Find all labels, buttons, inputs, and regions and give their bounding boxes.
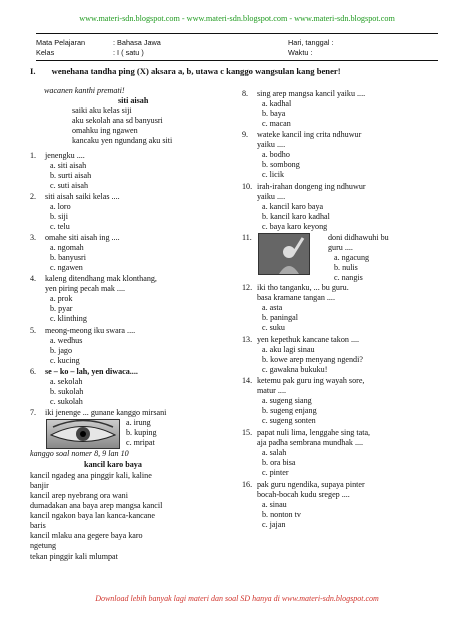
question-number: 9.	[242, 130, 249, 139]
option-b[interactable]: b. kowe arep menyang ngendi?	[262, 355, 363, 364]
question-text: wateke kancil ing crita ndhuwur	[257, 130, 362, 139]
option-b[interactable]: b. paningal	[262, 313, 298, 322]
question-text: jenengku ....	[45, 151, 85, 160]
hari-label: Hari, tanggal :	[288, 38, 334, 47]
reading2-line: banjir	[30, 481, 49, 490]
option-b[interactable]: b. sombong	[262, 160, 300, 169]
header-rule	[36, 33, 438, 34]
kelas-label: Kelas	[36, 48, 55, 57]
question-text: papat nuli lima, lenggahe sing tata,	[257, 428, 371, 437]
reading2-line: kancil arep nyebrang ora wani	[30, 491, 128, 500]
student-raising-hand-icon	[259, 234, 309, 274]
question-number: 3.	[30, 233, 37, 242]
option-a[interactable]: a. sekolah	[50, 377, 83, 386]
option-a[interactable]: a. salah	[262, 448, 287, 457]
question-number: 12.	[242, 283, 253, 292]
eye-image	[46, 419, 120, 449]
question-text: kaleng ditendhang mak klonthang,	[45, 274, 157, 283]
option-b[interactable]: b. surti aisah	[50, 171, 92, 180]
question-text: ketemu pak guru ing wayah sore,	[257, 376, 365, 385]
question-text-line2: yaiku ....	[257, 140, 286, 149]
option-c[interactable]: c. gawakna bukuku!	[262, 365, 328, 374]
option-b[interactable]: b. sukolah	[50, 387, 84, 396]
option-c[interactable]: c. sukolah	[50, 397, 83, 406]
mapel-value: : Bahasa Jawa	[113, 38, 161, 47]
reading2-line: dumadakan ana baya arep mangsa kancil	[30, 501, 163, 510]
question-number: 14.	[242, 376, 253, 385]
reading2-line: ngetung	[30, 541, 57, 550]
option-a[interactable]: a. ngomah	[50, 243, 84, 252]
reading1-line: kancaku yen ngundang aku siti	[72, 136, 173, 145]
option-c[interactable]: c. macan	[262, 119, 291, 128]
option-c[interactable]: c. sugeng sonten	[262, 416, 316, 425]
reading2-line: kancil ngakon baya lan kanca-kancane	[30, 511, 155, 520]
reading2-line: kancil ngadeg ana pinggir kali, kaline	[30, 471, 152, 480]
question-text: iki tho tanganku, ... bu guru.	[257, 283, 349, 292]
classroom-image	[258, 233, 310, 275]
section-instruction: wenehana tandha ping (X) aksara a, b, utawa c kanggo wangsulan kang bener!	[51, 66, 341, 76]
header-url-line: www.materi-sdn.blogspot.com - www.materi-sdn.blogspot.com - www.materi-sdn.blogspot.com	[79, 14, 395, 23]
reading1-line: saiki aku kelas siji	[72, 106, 132, 115]
question-text: siti aisah saiki kelas ....	[45, 192, 120, 201]
option-a[interactable]: a. wedhus	[50, 336, 83, 345]
option-b[interactable]: b. banyusri	[50, 253, 86, 262]
option-a[interactable]: a. irung	[126, 418, 151, 427]
option-a[interactable]: a. loro	[50, 202, 71, 211]
reading1-title: siti aisah	[118, 96, 149, 105]
option-b[interactable]: b. pyar	[50, 304, 73, 313]
mapel-label: Mata Pelajaran	[36, 38, 86, 47]
question-text: omahe siti aisah ing ....	[45, 233, 120, 242]
reading1-line: omahku ing ngawen	[72, 126, 138, 135]
option-b[interactable]: b. jago	[50, 346, 73, 355]
option-a[interactable]: a. sinau	[262, 500, 287, 509]
option-b[interactable]: b. kancil karo kadhal	[262, 212, 330, 221]
option-c[interactable]: c. telu	[50, 222, 70, 231]
question-text: pak guru ngendika, supaya pinter	[257, 480, 365, 489]
question-number: 4.	[30, 274, 37, 283]
question-number: 8.	[242, 89, 249, 98]
option-a[interactable]: a. asta	[262, 303, 283, 312]
question-text-line2: aja padha sembrana mundhak ....	[257, 438, 364, 447]
footer-download-link[interactable]: Download lebih banyak lagi materi dan soal SD hanya di www.materi-sdn.blogspot.com	[95, 594, 379, 603]
option-b[interactable]: b. kuping	[126, 428, 157, 437]
option-a[interactable]: a. prok	[50, 294, 73, 303]
option-c[interactable]: c. licik	[262, 170, 285, 179]
right-column	[242, 89, 442, 589]
option-c[interactable]: c. jajan	[262, 520, 286, 529]
section-title	[30, 66, 450, 76]
left-column	[30, 86, 235, 586]
option-b[interactable]: b. nulis	[334, 263, 358, 272]
reading2-line: kancil mlaku ana gegere baya karo	[30, 531, 143, 540]
question-number: 15.	[242, 428, 253, 437]
question-text-line2: yaiku ....	[257, 192, 286, 201]
question-text-line2: basa kramane tangan ....	[257, 293, 335, 302]
question-number: 5.	[30, 326, 37, 335]
option-c[interactable]: c. pinter	[262, 468, 289, 477]
option-b[interactable]: b. sugeng enjang	[262, 406, 317, 415]
option-c[interactable]: c. nangis	[334, 273, 363, 282]
option-c[interactable]: c. baya karo keyong	[262, 222, 328, 231]
option-c[interactable]: c. mripat	[126, 438, 155, 447]
option-b[interactable]: b. ora bisa	[262, 458, 296, 467]
question-text: doni didhawuhi bu	[328, 233, 389, 242]
reading2-title: kancil karo baya	[84, 460, 142, 469]
option-c[interactable]: c. suti aisah	[50, 181, 88, 190]
option-a[interactable]: a. siti aisah	[50, 161, 87, 170]
option-a[interactable]: a. aku lagi sinau	[262, 345, 315, 354]
option-b[interactable]: b. baya	[262, 109, 286, 118]
option-b[interactable]: b. nonton tv	[262, 510, 301, 519]
question-text: sing arep mangsa kancil yaiku ....	[257, 89, 366, 98]
reading2-line: tekan pinggir kali mlumpat	[30, 552, 118, 561]
question-number: 16.	[242, 480, 253, 489]
option-a[interactable]: a. kadhal	[262, 99, 292, 108]
reading1-line: aku sekolah ana sd banyusri	[72, 116, 163, 125]
question-text-line2: guru ....	[328, 243, 353, 252]
meta-rule	[36, 60, 438, 61]
option-a[interactable]: a. bodho	[262, 150, 290, 159]
question-text-line2: yen piring pecah mak ....	[45, 284, 126, 293]
question-text: yen kepethuk kancane takon ....	[257, 335, 360, 344]
section-number: I.	[30, 66, 36, 76]
question-text: irah-irahan dongeng ing ndhuwur	[257, 182, 366, 191]
waktu-label: Waktu :	[288, 48, 313, 57]
reading2-intro: kanggo soal nomer 8, 9 lan 10	[30, 449, 129, 458]
question-number: 7.	[30, 408, 37, 417]
option-c[interactable]: c. klinthing	[50, 314, 87, 323]
question-text: iki jenenge ... gunane kanggo mirsani	[45, 408, 167, 417]
option-a[interactable]: a. sugeng siang	[262, 396, 312, 405]
question-number: 11.	[242, 233, 252, 242]
question-text: meong-meong iku swara ....	[45, 326, 136, 335]
option-c[interactable]: c. kucing	[50, 356, 80, 365]
option-c[interactable]: c. ngawen	[50, 263, 83, 272]
question-text-line2: matur ....	[257, 386, 286, 395]
question-text-line2: bocah-bocah kudu sregep ....	[257, 490, 350, 499]
question-number: 2.	[30, 192, 37, 201]
question-number: 6.	[30, 367, 37, 376]
kelas-value: : I ( satu )	[113, 48, 144, 57]
question-number: 1.	[30, 151, 37, 160]
reading1-intro: wacanen kanthi premati!	[44, 86, 125, 95]
option-b[interactable]: b. siji	[50, 212, 68, 221]
option-a[interactable]: a. kancil karo baya	[262, 202, 324, 211]
eye-icon	[47, 420, 119, 448]
question-text: se – ko – lah, yen diwaca....	[45, 367, 138, 376]
option-c[interactable]: c. suku	[262, 323, 285, 332]
question-number: 10.	[242, 182, 253, 191]
question-number: 13.	[242, 335, 253, 344]
reading2-line: baris	[30, 521, 46, 530]
option-a[interactable]: a. ngacung	[334, 253, 370, 262]
